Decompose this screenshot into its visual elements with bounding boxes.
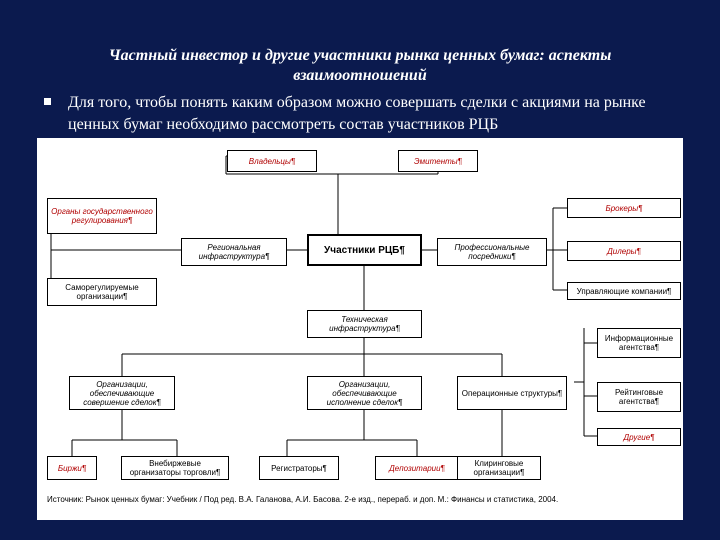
slide-title: Частный инвестор и другие участники рынка ценных бумаг: аспекты взаимоотношений [108,47,612,84]
state-regulation-box: Органы государственного регулирования¶ [47,198,157,234]
issuers-box: Эмитенты¶ [398,150,478,172]
participants-diagram [37,138,683,520]
rating-agencies-box: Рейтинговые агентства¶ [597,382,681,412]
registrars-box: Регистраторы¶ [259,456,339,480]
exchanges-box: Биржи¶ [47,456,97,480]
regional-infrastructure-box: Региональная инфраструктура¶ [181,238,287,266]
dealers-box: Дилеры¶ [567,241,681,261]
bullet-point [44,92,684,136]
info-agencies-box: Информационные агентства¶ [597,328,681,358]
technical-infrastructure-box: Техническая инфраструктура¶ [307,310,422,338]
owners-box: Владельцы¶ [227,150,317,172]
management-companies-box: Управляющие компании¶ [567,282,681,300]
otc-organizers-box: Внебиржевые организаторы торговли¶ [121,456,229,480]
sro-box: Саморегулируемые организации¶ [47,278,157,306]
deal-organizations-box: Организации, обеспечивающие совершение сделок¶ [69,376,175,410]
brokers-box: Брокеры¶ [567,198,681,218]
bullet-square-icon [44,98,51,105]
source-citation: Источник: Рынок ценных бумаг: Учебник / Под ред. В.А. Галанова, А.И. Басова. 2-е изд., перераб. и доп. М.: Финансы и статистика, 2004. [47,495,559,504]
deal-execution-organizations-box: Организации, обеспечивающие исполнение сделок¶ [307,376,422,410]
clearing-organizations-box: Клиринговые организации¶ [457,456,541,480]
professional-intermediaries-box: Профессиональные посредники¶ [437,238,547,266]
depositories-box: Депозитарии¶ [375,456,459,480]
others-box: Другие¶ [597,428,681,446]
operational-structures-box: Операционные структуры¶ [457,376,567,410]
bullet-text: Для того, чтобы понять каким образом можно совершать сделки с акциями на рынке ценных бумаг необходимо рассмотреть состав участников РЦБ [68,94,646,133]
center-participants-box: Участники РЦБ¶ [307,234,422,266]
